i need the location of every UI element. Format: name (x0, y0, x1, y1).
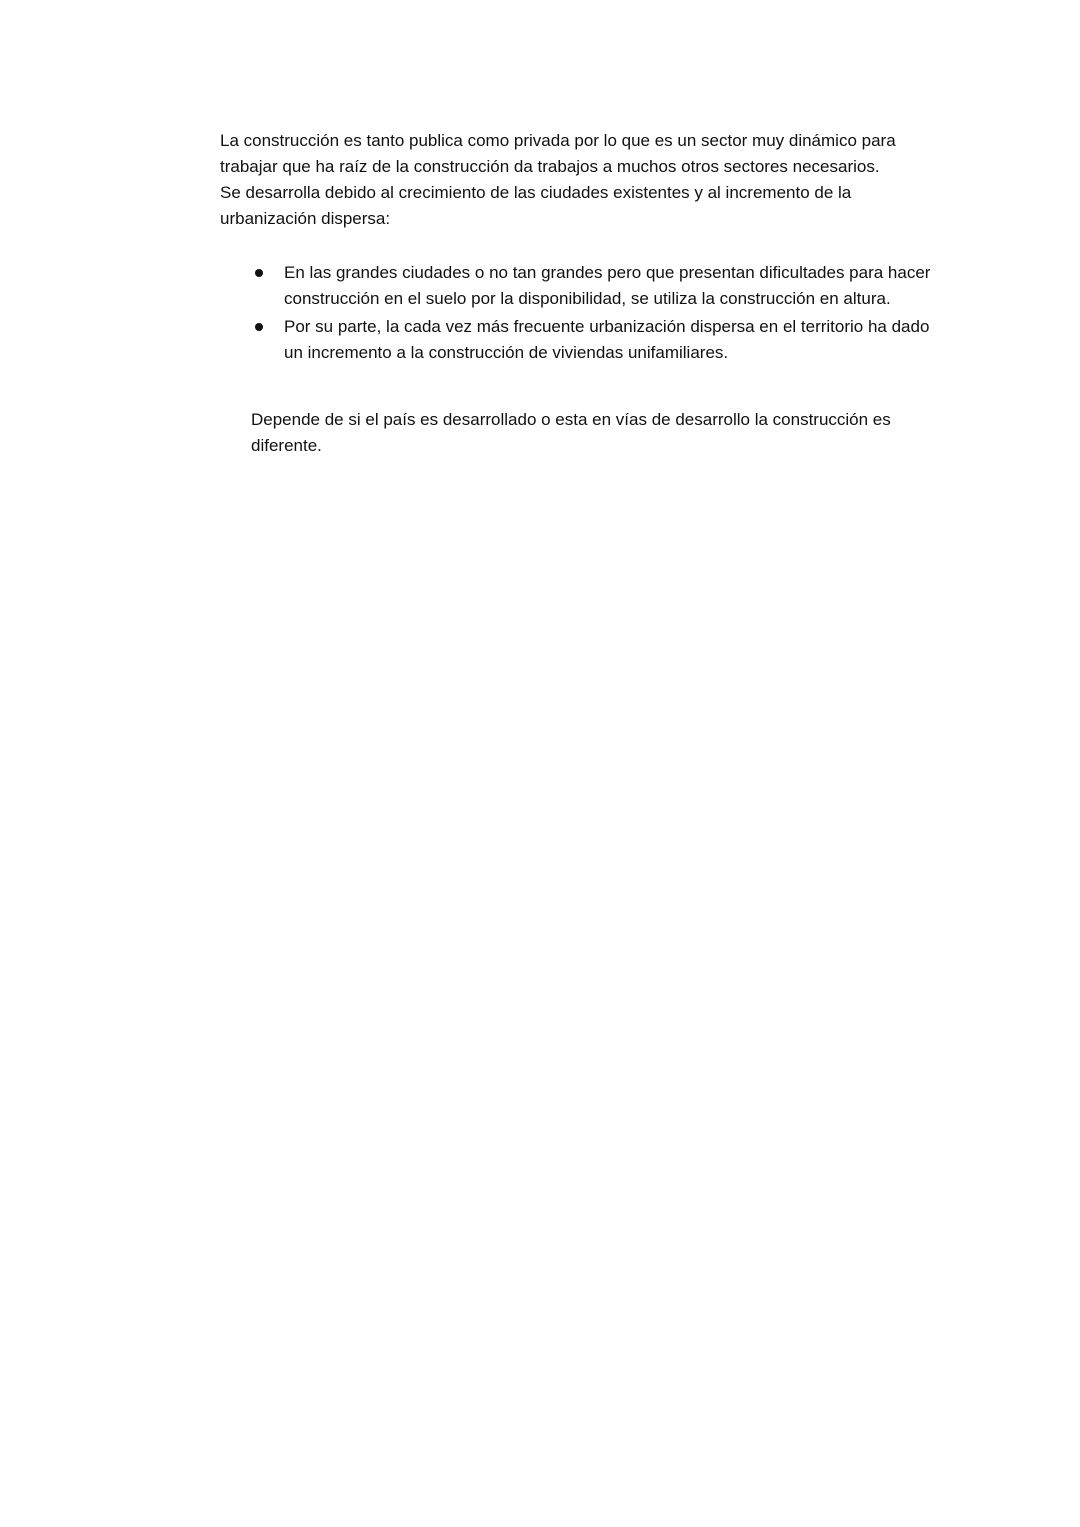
bullet-list (220, 260, 940, 368)
closing-paragraph: Depende de si el país es desarrollado o esta en vías de desarrollo la construcción es diferente. (251, 410, 891, 455)
bullet-icon (255, 269, 263, 277)
intro-paragraph-1: La construcción es tanto publica como privada por lo que es un sector muy dinámico para trabajar que ha raíz de la construcción da trabajos a muchos otros sectores necesarios. (220, 131, 896, 176)
bullet-text: En las grandes ciudades o no tan grandes pero que presentan dificultades para hacer construcción en el suelo por la disponibilidad, se utiliza la construcción en altura. (284, 263, 931, 308)
intro-section (220, 128, 920, 232)
list-item (220, 314, 940, 366)
bullet-text: Por su parte, la cada vez más frecuente urbanización dispersa en el territorio ha dado un incremento a la construcción de viviendas unifamiliares. (284, 317, 930, 362)
bullet-icon (255, 323, 263, 331)
intro-paragraph-2: Se desarrolla debido al crecimiento de las ciudades existentes y al incremento de la urbanización dispersa: (220, 183, 852, 228)
list-item (220, 260, 940, 312)
